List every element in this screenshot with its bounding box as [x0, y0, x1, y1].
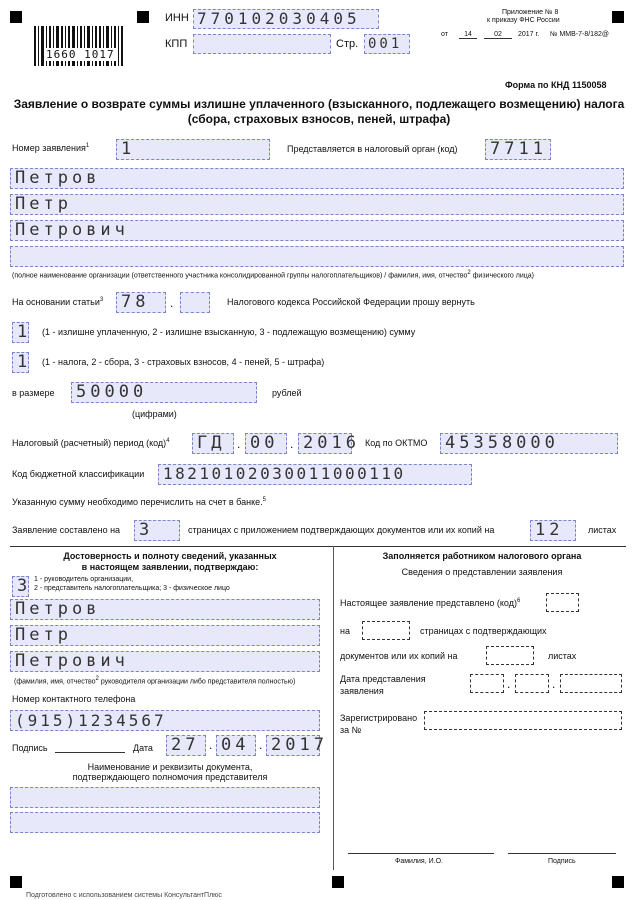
tax-office-field[interactable]: 7711: [485, 139, 551, 160]
date-month-field[interactable]: 04: [216, 735, 256, 756]
signer-patronymic-field[interactable]: Петрович: [10, 651, 320, 672]
signer-fio-note: (фамилия, имя, отчество$^2$ руководителя организации либо представителя полностью): [14, 676, 296, 686]
fullname-note: (полное наименование организации (ответственного участника консолидированной группы налогоплательщиков) / фамилия, имя, отчество$^2$ физического лица): [12, 270, 535, 280]
office-pages-field[interactable]: [362, 621, 410, 640]
period-dot-2: .: [290, 437, 294, 451]
corner-marker-top-center: [137, 11, 149, 23]
pages-field[interactable]: 3: [134, 520, 180, 541]
phone-field[interactable]: (915)1234567: [10, 710, 320, 731]
signer-option-1: 1 - руководитель организации,: [34, 576, 134, 583]
name-field[interactable]: Петр: [10, 194, 624, 215]
order-number: № ММВ-7-8/182@: [550, 31, 609, 38]
doc-label-1: Наименование и реквизиты документа,: [87, 762, 253, 772]
section-vertical-divider: [333, 546, 334, 870]
article-part-field[interactable]: [180, 292, 210, 313]
amount-note: (цифрами): [132, 409, 177, 419]
office-sheets-label: листах: [548, 651, 577, 661]
oktmo-label: Код по ОКТМО: [365, 438, 428, 448]
confirm-heading-1: Достоверность и полноту сведений, указанных: [63, 551, 277, 561]
payment-type-field[interactable]: 1: [12, 352, 29, 373]
period-label: Налоговый (расчетный) период (код)$^4$: [12, 438, 170, 448]
date-day-field[interactable]: 27: [166, 735, 206, 756]
corner-marker-bottom-right: [612, 876, 624, 888]
footer-note: Подготовлено с использованием системы КонсультантПлюс: [26, 892, 222, 899]
doc-field-1[interactable]: [10, 787, 320, 808]
document-title-line1: Заявление о возврате суммы излишне уплаченного (взысканного, подлежащего возмещению) налога: [13, 97, 625, 111]
appendix-line1: Приложение № 8: [502, 9, 559, 16]
form-code: Форма по КНД 1150058: [505, 80, 607, 90]
office-sign-label: Подпись: [548, 858, 576, 865]
fullname-extra-field[interactable]: [10, 246, 624, 267]
office-sign-line: [508, 853, 616, 854]
submission-dot-1: .: [507, 677, 511, 691]
registration-number-field[interactable]: [424, 711, 622, 730]
kbk-label: Код бюджетной классификации: [12, 469, 145, 479]
period-year-field[interactable]: 2016: [298, 433, 352, 454]
payment-type-text: (1 - налога, 2 - сбора, 3 - страховых взносов, 4 - пеней, 5 - штрафа): [42, 357, 325, 367]
attachments-field[interactable]: 12: [530, 520, 576, 541]
registered-label-1: Зарегистрировано: [340, 713, 418, 723]
article-suffix: Налогового кодекса Российской Федерации прошу вернуть: [227, 297, 475, 307]
oktmo-field[interactable]: 45358000: [440, 433, 618, 454]
submission-date-label-2: заявления: [340, 686, 384, 696]
signature-line: [55, 752, 125, 753]
signer-option-2: 2 - представитель налогоплательщика; 3 - физическое лицо: [34, 585, 230, 592]
signer-type-field[interactable]: 3: [12, 576, 29, 597]
attachments-unit: листах: [588, 525, 617, 535]
order-year: 2017 г.: [518, 31, 540, 38]
inn-field[interactable]: 770102030405: [193, 9, 379, 29]
submission-month-field[interactable]: [515, 674, 549, 693]
pages-label: Заявление составлено на: [12, 525, 121, 535]
submission-year-field[interactable]: [560, 674, 622, 693]
period-number-field[interactable]: 00: [245, 433, 287, 454]
office-fio-label: Фамилия, И.О.: [395, 858, 443, 865]
date-year-field[interactable]: 2017: [266, 735, 320, 756]
barcode-number: 1660 1017: [46, 48, 115, 61]
amount-unit: рублей: [272, 388, 302, 398]
signer-name-field[interactable]: Петр: [10, 625, 320, 646]
order-day: 14: [459, 31, 477, 39]
article-label: На основании статьи$^3$: [12, 297, 104, 307]
office-heading: Заполняется работником налогового органа: [382, 551, 582, 561]
corner-marker-top-right: [612, 11, 624, 23]
office-sheets-field[interactable]: [486, 646, 534, 665]
page-label: Стр.: [336, 38, 359, 50]
presented-label: Настоящее заявление представлено (код)$^6$: [340, 598, 521, 608]
office-subheading: Сведения о представлении заявления: [401, 567, 563, 577]
order-from: от: [441, 31, 448, 38]
office-docs-text: документов или их копий на: [340, 651, 458, 661]
date-dot-2: .: [259, 738, 263, 752]
corner-marker-bottom-left: [10, 876, 22, 888]
corner-marker-bottom-center: [332, 876, 344, 888]
presented-code-field[interactable]: [546, 593, 579, 612]
period-type-field[interactable]: ГД: [192, 433, 234, 454]
corner-marker-top-left: [10, 11, 22, 23]
application-number-field[interactable]: 1: [116, 139, 270, 160]
article-field[interactable]: 78: [116, 292, 166, 313]
signature-label: Подпись: [12, 743, 48, 753]
kpp-field[interactable]: [193, 34, 331, 54]
kind-text: (1 - излишне уплаченную, 2 - излишне взысканную, 3 - подлежащую возмещению) сумму: [42, 327, 416, 337]
document-title-line2: (сбора, страховых взносов, пеней, штрафа): [187, 112, 451, 126]
date-label: Дата: [133, 743, 153, 753]
signer-surname-field[interactable]: Петров: [10, 599, 320, 620]
bank-text: Указанную сумму необходимо перечислить на счет в банке.$^5$: [12, 497, 266, 507]
date-dot-1: .: [209, 738, 213, 752]
article-dot: .: [170, 296, 174, 310]
submission-date-label-1: Дата представления: [340, 674, 426, 684]
doc-label-2: подтверждающего полномочия представителя: [72, 772, 268, 782]
pages-text: страницах с приложением подтверждающих документов или их копий на: [188, 525, 495, 535]
doc-field-2[interactable]: [10, 812, 320, 833]
phone-label: Номер контактного телефона: [12, 694, 136, 704]
kind-field[interactable]: 1: [12, 322, 29, 343]
section-divider: [10, 546, 626, 547]
page-field[interactable]: 001: [364, 34, 410, 54]
application-number-label: Номер заявления$^1$: [12, 143, 90, 153]
amount-field[interactable]: 50000: [71, 382, 257, 403]
submission-day-field[interactable]: [470, 674, 504, 693]
office-fio-line: [348, 853, 494, 854]
on-label: на: [340, 626, 350, 636]
appendix-line2: к приказу ФНС России: [487, 17, 560, 24]
surname-field[interactable]: Петров: [10, 168, 624, 189]
patronymic-field[interactable]: Петрович: [10, 220, 624, 241]
tax-office-label: Представляется в налоговый орган (код): [287, 144, 458, 154]
period-dot-1: .: [237, 437, 241, 451]
order-month: 02: [484, 31, 512, 39]
kbk-field[interactable]: 18210102030011000110: [158, 464, 472, 485]
confirm-heading-2: в настоящем заявлении, подтверждаю:: [81, 562, 259, 572]
registered-label-2: за №: [340, 725, 362, 735]
submission-dot-2: .: [552, 677, 556, 691]
office-pages-text: страницах с подтверждающих: [420, 626, 547, 636]
amount-label: в размере: [12, 388, 55, 398]
inn-label: ИНН: [165, 12, 189, 24]
kpp-label: КПП: [165, 38, 188, 50]
